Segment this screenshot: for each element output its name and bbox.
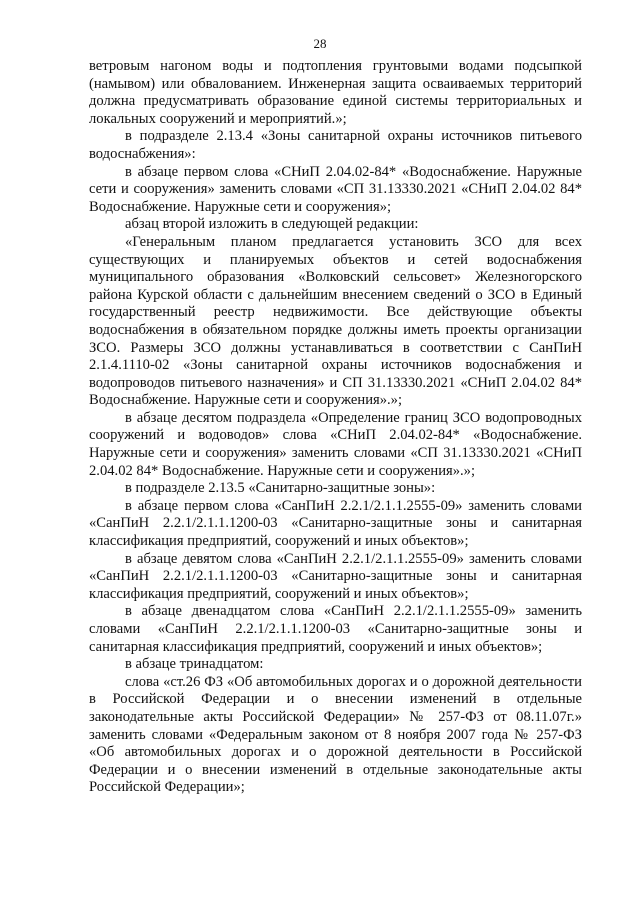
document-body (89, 58, 582, 797)
paragraph: ветровым нагоном воды и подтопления грунтовыми водами подсыпкой (намывом) или обвалованием. Инженерная защита осваиваемых территорий должна предусматривать образование единой системы территориальных и локальных сооружений и мероприятий.»; (89, 58, 582, 127)
paragraph: в абзаце девятом слова «СанПиН 2.2.1/2.1.1.2555-09» заменить словами «СанПиН 2.2.1/2.1.1.1200-03 «Санитарно-защитные зоны и санитарная классификация предприятий, сооружений и иных объектов»; (89, 550, 582, 602)
paragraph: «Генеральным планом предлагается установить ЗСО для всех существующих и планируемых объектов и сетей водоснабжения муниципального образования «Волковский сельсовет» Железногорского района Курской области с дальнейшим внесением сведений о ЗСО в Единый государственный реестр недвижимости. Все действующие объекты водоснабжения в обязательном порядке должны иметь проекты организации ЗСО. Размеры ЗСО должны устанавливаться в соответствии с СанПиН 2.1.4.1110-02 «Зоны санитарной охраны источников водоснабжения и водопроводов питьевого назначения» и СП 31.13330.2021 «СНиП 2.04.02 84* Водоснабжение. Наружные сети и сооружения».»; (89, 233, 582, 409)
paragraph: в абзаце двенадцатом слова «СанПиН 2.2.1/2.1.1.2555-09» заменить словами «СанПиН 2.2.1/2.1.1.1200-03 «Санитарно-защитные зоны и санитарная классификация предприятий, сооружений и иных объектов»; (89, 603, 582, 655)
page-number: 28 (313, 36, 327, 51)
paragraph: в абзаце первом слова «СанПиН 2.2.1/2.1.1.2555-09» заменить словами «СанПиН 2.2.1/2.1.1.1200-03 «Санитарно-защитные зоны и санитарная классификация предприятий, сооружений и иных объектов»; (89, 497, 582, 550)
paragraph: в подразделе 2.13.5 «Санитарно-защитные зоны»: (125, 480, 436, 497)
paragraph: в абзаце десятом подраздела «Определение границ ЗСО водопроводных сооружений и водоводов» слова «СНиП 2.04.02-84* «Водоснабжение. Наружные сети и сооружения» заменить словами «СП 31.13330.2021 «СНиП 2.04.02 84* Водоснабжение. Наружные сети и сооружения».»; (89, 409, 582, 479)
paragraph: абзац второй изложить в следующей редакции: (125, 216, 419, 233)
paragraph: в абзаце первом слова «СНиП 2.04.02-84* «Водоснабжение. Наружные сети и сооружения» заменить словами «СП 31.13330.2021 «СНиП 2.04.02 84* Водоснабжение. Наружные сети и сооружения»; (89, 163, 582, 215)
paragraph: в подразделе 2.13.4 «Зоны санитарной охраны источников питьевого водоснабжения»: (89, 128, 582, 162)
paragraph: в абзаце тринадцатом: (125, 656, 264, 673)
paragraph: слова «ст.26 ФЗ «Об автомобильных дорогах и о дорожной деятельности в Российской Федерации и о внесении изменений в отдельные законодательные акты Российской Федерации» № 257-ФЗ от 08.11.07г.» заменить словами «Федеральным законом от 8 ноября 2007 года № 257-ФЗ «Об автомобильных дорогах и о дорожной деятельности в Российской Федерации и о внесении изменений в отдельные законодательные акты Российской Федерации»; (89, 673, 582, 796)
